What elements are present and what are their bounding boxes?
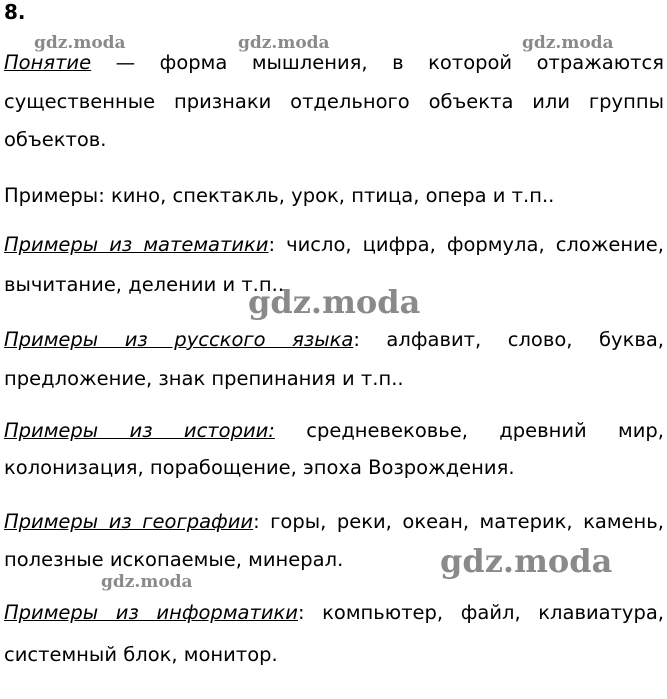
math-examples-line-1: [4, 232, 664, 258]
geography-examples-label: Примеры из географии: [4, 510, 254, 533]
definition-term: Понятие: [4, 51, 92, 74]
geography-examples-line-1-text: : горы, реки, океан, материк, камень,: [253, 510, 664, 533]
definition-line-3: объектов.: [4, 128, 107, 151]
math-examples-line-2: вычитание, делении и т.п..: [4, 273, 285, 296]
russian-examples-label: Примеры из русского языка: [4, 328, 354, 351]
definition-line-1-text: — форма мышления, в которой отражаются: [91, 51, 664, 74]
history-examples-line-2: колонизация, порабощение, эпоха Возрождения.: [4, 456, 515, 479]
general-examples: Примеры: кино, спектакль, урок, птица, опера и т.п..: [4, 184, 555, 207]
russian-examples-line-2: предложение, знак препинания и т.п..: [4, 367, 404, 390]
informatics-examples-line-2: системный блок, монитор.: [4, 643, 278, 666]
russian-examples-line-1-text: : алфавит, слово, буква,: [353, 328, 664, 351]
informatics-examples-line-1-text: : компьютер, файл, клавиатура,: [297, 601, 664, 624]
definition-line-1: [4, 50, 664, 76]
history-examples-line-1-text: средневековье, древний мир,: [274, 419, 664, 442]
watermark-top-left: gdz.moda: [34, 33, 126, 53]
watermark-bottom-right-large: gdz.moda: [440, 542, 613, 580]
watermark-top-center: gdz.moda: [238, 33, 330, 53]
task-number: 8.: [4, 0, 26, 24]
geography-examples-line-1: [4, 509, 664, 535]
informatics-examples-line-1: [4, 600, 664, 626]
math-examples-label: Примеры из математики: [4, 233, 269, 256]
russian-examples-line-1: [4, 327, 664, 353]
informatics-examples-label: Примеры из информатики: [4, 601, 298, 624]
watermark-top-right: gdz.moda: [522, 33, 614, 53]
history-examples-line-1: [4, 418, 664, 444]
geography-examples-line-2: полезные ископаемые, минерал.: [4, 548, 344, 571]
math-examples-line-1-text: : число, цифра, формула, сложение,: [268, 233, 665, 256]
watermark-bottom-left: gdz.moda: [101, 572, 193, 592]
history-examples-label: Примеры из истории:: [4, 419, 275, 442]
watermark-middle-large: gdz.moda: [248, 283, 421, 321]
definition-line-2: существенные признаки отдельного объекта или группы: [4, 90, 664, 113]
